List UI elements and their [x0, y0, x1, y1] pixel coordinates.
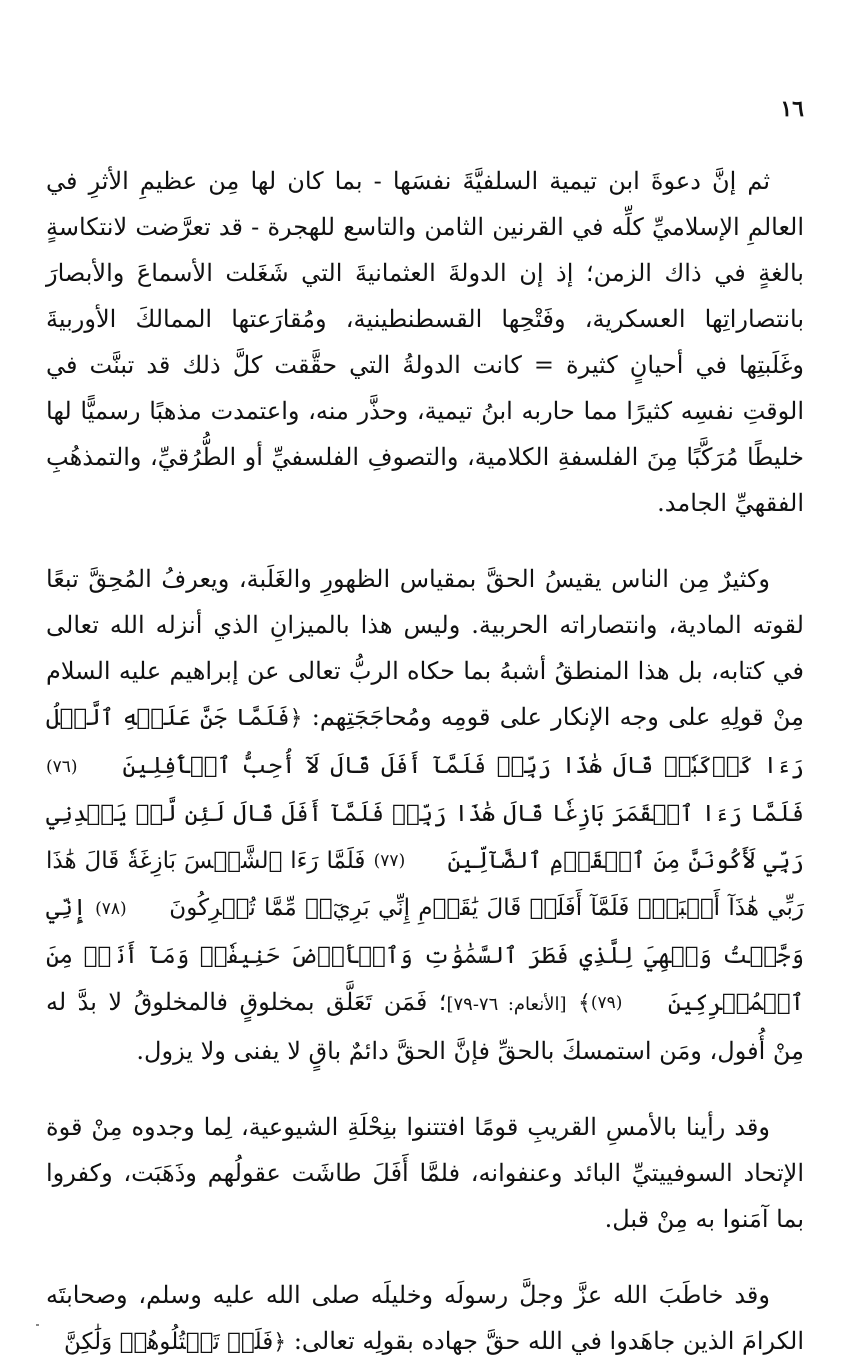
- quran-reference: [الأنعام: ٧٦-٧٩]: [446, 993, 567, 1015]
- quran-close-bracket: ﴾: [578, 990, 591, 1016]
- quran-open-bracket: ﴿: [273, 1329, 287, 1355]
- paragraph-measure-of-truth: [46, 556, 804, 1074]
- paragraph-communism: وقد رأينا بالأمسِ القريبِ قومًا افتتنوا بنِحْلَةِ الشيوعية، لِما وجدوه مِنْ قوة الإتحاد السوفييتيِّ البائد وعنفوانه، فلمَّا أَفَلَ طاشَت عقولُهم وذَهَبَت، وكفروا بما آمَنوا به مِنْ قبل.: [46, 1112, 804, 1233]
- quran-verse: فَلَمَّا رَءَا ٱلشَّمۡسَ بَازِغَةٗ قَالَ هَٰذَا رَبِّي هَٰذَآ أَكۡبَرُۖ فَلَمَّآ أَفَلَتۡ قَالَ يَٰقَوۡمِ إِنِّي بَرِيٓءٞ مِّمَّا تُشۡرِكُونَ: [46, 847, 804, 921]
- paragraph-text: وقد خاطَبَ الله عزَّ وجلَّ رسولَه وخليلَه صلى الله عليه وسلم، وصحابتَه الكرامَ الذين جاهَدوا في الله حقَّ جهاده بقولِه تعالى:: [46, 1280, 804, 1355]
- paragraph-ottoman-state: ثم إنَّ دعوةَ ابن تيمية السلفيَّةَ نفسَها - بما كان لها مِن عظيمِ الأثرِ في العالمِ الإسلاميِّ كلِّه في القرنين الثامن والتاسع للهجرة - قد تعرَّضت لانتكاسةٍ بالغةٍ في ذاك الزمن؛ إذ إن الدولةَ العثمانيةَ التي شَغَلت الأسماعَ والأبصارَ بانتصاراتِها العسكرية، وفَتْحِها القسطنطينية، ومُقارَعتها الممالكَ الأوربيةَ وغَلَبتِها في أحيانٍ كثيرة = كانت الدولةُ التي حقَّقت كلَّ ذلك قد تبنَّت في الوقتِ نفسِه كثيرًا مما حاربه ابنُ تيمية، وحذَّر منه، واعتمدت مذهبًا رسميًّا لها خليطًا مُرَكَّبًا مِنَ الفلسفةِ الكلامية، والتصوفِ الفلسفيِّ أو الطُّرُقيِّ، والتمذهُبِ الفقهيِّ الجامد.: [46, 167, 805, 517]
- body-text: [46, 158, 804, 1366]
- page-number: ١٦: [780, 96, 804, 122]
- quran-open-bracket: ﴿: [289, 706, 303, 731]
- ayah-number-marker: (٧٧): [373, 851, 406, 871]
- paragraph-text: وكثيرٌ مِن الناس يقيسُ الحقَّ بمقياس الظهورِ والغَلَبة، ويعرفُ المُحِقَّ تبعًا لقوته المادية، وانتصاراته الحربية. وليس هذا بالميزانِ الذي أنزله الله تعالى في كتابه، بل هذا المنطقُ أشبهُ بما حكاه الربُّ تعالى عن إبراهيم عليه السلام مِنْ قولِهِ على وجه الإنكار على قومِه ومُحاجَجَتِهم:: [46, 565, 804, 731]
- paragraph-address-to-companions: [46, 1272, 804, 1366]
- quran-verse: فَلَمَّا رَءَا ٱلۡقَمَرَ بَازِغٗا قَالَ هَٰذَا رَبِّيۖ فَلَمَّآ أَفَلَ قَالَ لَئِن لَّمۡ يَهۡدِنِي رَبِّي لَأَكُونَنَّ مِنَ ٱلۡقَوۡمِ ٱلضَّآلِّينَ: [46, 800, 804, 874]
- paragraph-text: ؛ فَمَن تَعَلَّق بمخلوقٍ فالمخلوقُ لا بدَّ له مِنْ أُفول، ومَن استمسكَ بالحقِّ فإنَّ الحقَّ دائمٌ باقٍ لا يفنى ولا يزول.: [46, 987, 804, 1065]
- quran-verse: فَلَمۡ تَقۡتُلُوهُمۡ وَلَٰكِنَّ: [63, 1328, 274, 1355]
- quran-verse: فَلَمَّا جَنَّ عَلَيۡهِ ٱلَّيۡلُ رَءَا كَوۡكَبٗاۖ قَالَ هَٰذَا رَبِّيۖ فَلَمَّآ أَفَلَ قَالَ لَآ أُحِبُّ ٱلۡأٓفِلِينَ: [46, 705, 804, 779]
- ayah-number-marker: (٧٦): [46, 756, 78, 777]
- ayah-number-marker: (٧٩): [590, 993, 623, 1013]
- ayah-number-marker: (٧٨): [95, 898, 127, 919]
- quran-verse: إِنِّي وَجَّهۡتُ وَجۡهِيَ لِلَّذِي فَطَرَ ٱلسَّمَٰوَٰتِ وَٱلۡأَرۡضَ حَنِيفٗاۖ وَمَآ أَنَا۠ مِنَ ٱلۡمُشۡرِكِينَ: [46, 895, 804, 1016]
- scan-speck: [36, 1324, 39, 1326]
